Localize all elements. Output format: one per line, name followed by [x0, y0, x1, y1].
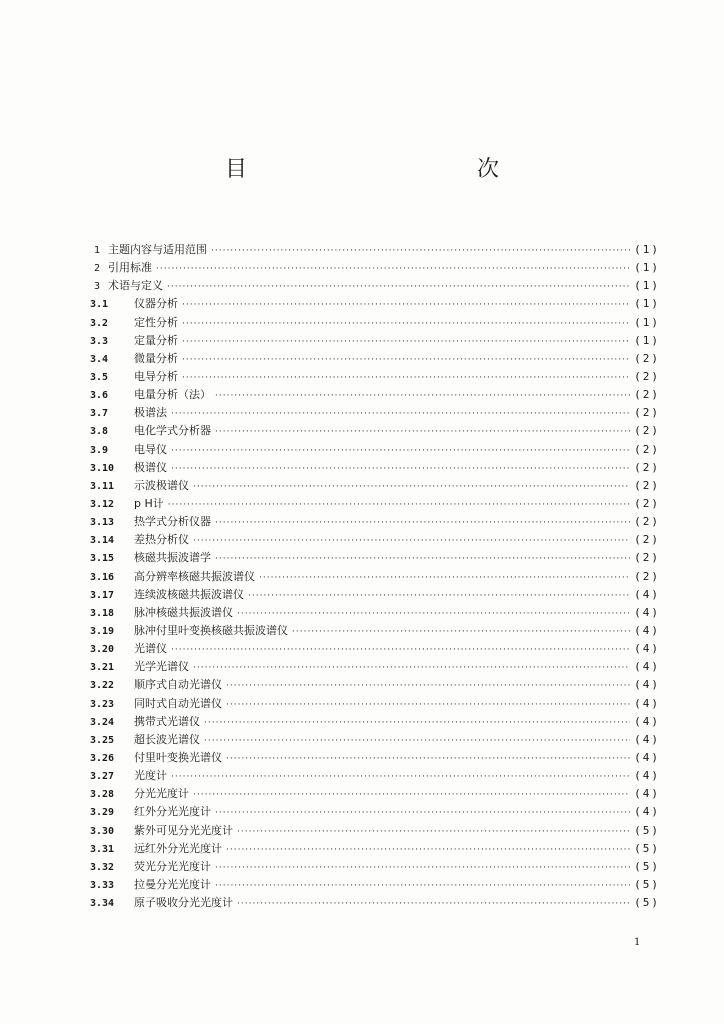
- toc-entry: [90, 658, 660, 676]
- toc-entry-page: (4): [634, 750, 660, 764]
- toc-entry-page: (2): [634, 369, 660, 383]
- toc-entry: [90, 295, 660, 313]
- toc-entry: [90, 695, 660, 713]
- toc-dot-leader: [156, 260, 630, 278]
- toc-entry-title: 热学式分析仪器: [134, 515, 211, 529]
- toc-entry-number: 3.31: [90, 843, 115, 855]
- toc-entry-number: 3.19: [90, 625, 115, 637]
- toc-entry-page: (1): [634, 261, 660, 275]
- toc-entry-number: 3.28: [90, 789, 115, 801]
- toc-dot-leader: [171, 405, 630, 423]
- toc-entry: [90, 386, 660, 404]
- toc-entry: [90, 785, 660, 803]
- toc-entry-number: 3.27: [90, 771, 115, 783]
- toc-entry: [90, 840, 660, 858]
- toc-entry-page: (1): [634, 297, 660, 311]
- toc-entry: [90, 241, 660, 259]
- toc-entry-page: (4): [634, 732, 660, 746]
- toc-dot-leader: [215, 550, 630, 568]
- toc-entry: [90, 513, 660, 531]
- toc-entry-number: 3.34: [90, 898, 115, 910]
- toc-entry-page: (4): [634, 605, 660, 619]
- toc-entry-title: 光谱仪: [134, 642, 167, 656]
- toc-entry-page: (2): [634, 442, 660, 456]
- toc-entry-number: 3.1: [90, 299, 109, 311]
- toc-entry-page: (4): [634, 623, 660, 637]
- toc-entry-page: (5): [634, 841, 660, 855]
- toc-entry-title: 极谱法: [134, 406, 167, 420]
- toc-dot-leader: [182, 369, 630, 387]
- toc-entry-number: 3.10: [90, 462, 115, 474]
- toc-entry-page: (5): [634, 859, 660, 873]
- toc-entry-title: 核磁共振波谱学: [134, 551, 211, 565]
- toc-entry-number: 3.33: [90, 879, 115, 891]
- toc-dot-leader: [168, 496, 630, 514]
- toc-entry-title: 付里叶变换光谱仪: [134, 750, 222, 764]
- toc-entry-title: 仪器分析: [134, 297, 178, 311]
- toc-dot-leader: [193, 659, 630, 677]
- toc-entry: [90, 495, 660, 513]
- toc-entry: [90, 477, 660, 495]
- toc-entry-number: 1: [94, 245, 101, 256]
- toc-dot-leader: [215, 387, 630, 405]
- toc-entry: [90, 350, 660, 368]
- toc-dot-leader: [237, 605, 630, 623]
- toc-dot-leader: [215, 514, 630, 532]
- toc-dot-leader: [171, 460, 630, 478]
- toc-entry-number: 3.22: [90, 680, 115, 692]
- toc-entry-number: 3.29: [90, 807, 115, 819]
- toc-entry: [90, 731, 660, 749]
- toc-entry: [90, 713, 660, 731]
- toc-entry-number: 3.4: [90, 353, 109, 365]
- toc-entry-number: 3.6: [90, 390, 109, 402]
- page-number: 1: [634, 937, 641, 948]
- toc-entry-page: (4): [634, 642, 660, 656]
- toc-dot-leader: [193, 532, 630, 550]
- toc-entry-page: (4): [634, 587, 660, 601]
- toc-dot-leader: [182, 296, 630, 314]
- toc-entry-number: 3.30: [90, 825, 115, 837]
- toc-dot-leader: [248, 587, 630, 605]
- toc-entry-number: 3: [94, 281, 101, 293]
- toc-entry: [90, 858, 660, 876]
- toc-entry-title: 示波极谱仪: [134, 478, 189, 492]
- toc-entry-title: 术语与定义: [108, 279, 163, 293]
- toc-entry-page: (2): [634, 351, 660, 365]
- toc-entry-page: (1): [634, 279, 660, 293]
- toc-entry-title: 引用标准: [108, 261, 152, 275]
- toc-entry-number: 3.15: [90, 553, 115, 565]
- toc-entry-number: 3.9: [90, 444, 109, 456]
- toc-entry-number: 3.14: [90, 535, 115, 547]
- page-title: 目 次: [224, 157, 561, 182]
- toc-entry-page: (5): [634, 896, 660, 910]
- toc-entry-number: 3.17: [90, 589, 115, 601]
- toc-dot-leader: [237, 823, 630, 841]
- toc-dot-leader: [167, 278, 630, 296]
- toc-entry-number: 3.23: [90, 698, 115, 710]
- toc-entry-title: 高分辨率核磁共振波谱仪: [134, 569, 255, 583]
- toc-entry: [90, 404, 660, 422]
- toc-entry-number: 3.20: [90, 644, 115, 656]
- toc-entry: [90, 332, 660, 350]
- toc-entry-title: 电化学式分析器: [134, 424, 211, 438]
- toc-entry-title: p H计: [134, 496, 164, 510]
- toc-entry: [90, 531, 660, 549]
- toc-entry-title: 电导分析: [134, 369, 178, 383]
- toc-entry-page: (5): [634, 823, 660, 837]
- table-of-contents: [90, 241, 660, 912]
- toc-entry-page: (4): [634, 696, 660, 710]
- toc-entry-number: 3.18: [90, 607, 115, 619]
- toc-entry-page: (4): [634, 678, 660, 692]
- toc-entry: [90, 568, 660, 586]
- toc-dot-leader: [171, 442, 630, 460]
- toc-entry-page: (5): [634, 877, 660, 891]
- toc-dot-leader: [215, 859, 630, 877]
- toc-entry: [90, 640, 660, 658]
- toc-entry: [90, 622, 660, 640]
- toc-entry-title: 连续波核磁共振波谱仪: [134, 587, 244, 601]
- toc-entry-title: 携带式光谱仪: [134, 714, 200, 728]
- toc-dot-leader: [226, 677, 630, 695]
- toc-entry-title: 脉冲核磁共振波谱仪: [134, 605, 233, 619]
- toc-entry-number: 3.13: [90, 517, 115, 529]
- toc-entry: [90, 604, 660, 622]
- toc-entry-page: (2): [634, 406, 660, 420]
- toc-entry-title: 荧光分光光度计: [134, 859, 211, 873]
- toc-entry-title: 极谱仪: [134, 460, 167, 474]
- toc-entry-page: (2): [634, 533, 660, 547]
- toc-entry-page: (2): [634, 515, 660, 529]
- toc-entry-page: (1): [634, 315, 660, 329]
- toc-entry-number: 3.21: [90, 662, 115, 674]
- toc-entry-number: 3.3: [90, 335, 109, 347]
- toc-entry-number: 3.26: [90, 752, 115, 764]
- toc-entry-title: 脉冲付里叶变换核磁共振波谱仪: [134, 623, 288, 637]
- toc-entry-number: 3.32: [90, 861, 115, 873]
- toc-entry-page: (1): [634, 243, 660, 256]
- toc-dot-leader: [226, 750, 630, 768]
- toc-dot-leader: [292, 623, 630, 641]
- toc-entry-number: 2: [94, 263, 101, 275]
- toc-entry-title: 微量分析: [134, 351, 178, 365]
- toc-dot-leader: [215, 804, 630, 822]
- toc-dot-leader: [171, 768, 630, 786]
- toc-dot-leader: [193, 478, 630, 496]
- toc-entry: [90, 277, 660, 295]
- toc-entry-title: 电量分析（法）: [134, 388, 211, 402]
- toc-dot-leader: [237, 895, 630, 913]
- toc-dot-leader: [259, 569, 630, 587]
- toc-entry-page: (4): [634, 787, 660, 801]
- toc-entry: [90, 259, 660, 277]
- toc-dot-leader: [182, 315, 630, 333]
- toc-entry-page: (2): [634, 551, 660, 565]
- toc-entry: [90, 876, 660, 894]
- toc-entry-title: 光学光谱仪: [134, 660, 189, 674]
- toc-entry-title: 红外分光光度计: [134, 805, 211, 819]
- toc-entry: [90, 549, 660, 567]
- toc-dot-leader: [226, 696, 630, 714]
- toc-entry: [90, 803, 660, 821]
- toc-entry-number: 3.24: [90, 716, 115, 728]
- toc-entry: [90, 767, 660, 785]
- toc-entry-page: (2): [634, 496, 660, 510]
- toc-entry-title: 拉曼分光光度计: [134, 877, 211, 891]
- toc-entry: [90, 749, 660, 767]
- toc-entry-title: 定性分析: [134, 315, 178, 329]
- toc-dot-leader: [215, 877, 630, 895]
- toc-entry-number: 3.11: [90, 480, 115, 492]
- toc-entry-number: 3.25: [90, 734, 115, 746]
- toc-entry-title: 定量分析: [134, 333, 178, 347]
- toc-dot-leader: [171, 641, 630, 659]
- toc-entry: [90, 441, 660, 459]
- toc-dot-leader: [215, 423, 630, 441]
- toc-entry-page: (2): [634, 388, 660, 402]
- toc-dot-leader: [226, 841, 630, 859]
- toc-entry-number: 3.5: [90, 371, 109, 383]
- toc-dot-leader: [182, 351, 630, 369]
- toc-dot-leader: [182, 333, 630, 351]
- toc-entry-number: 3.2: [90, 317, 109, 329]
- toc-entry-title: 同时式自动光谱仪: [134, 696, 222, 710]
- toc-dot-leader: [204, 732, 630, 750]
- toc-entry: [90, 314, 660, 332]
- toc-entry-title: 紫外可见分光光度计: [134, 823, 233, 837]
- toc-entry-page: (4): [634, 714, 660, 728]
- toc-entry: [90, 422, 660, 440]
- toc-entry-page: (4): [634, 660, 660, 674]
- toc-entry: [90, 894, 660, 912]
- toc-entry-number: 3.16: [90, 571, 115, 583]
- toc-entry-page: (2): [634, 569, 660, 583]
- toc-entry-page: (2): [634, 424, 660, 438]
- toc-entry: [90, 586, 660, 604]
- toc-entry: [90, 822, 660, 840]
- toc-entry-page: (1): [634, 333, 660, 347]
- toc-entry-title: 远红外分光光度计: [134, 841, 222, 855]
- toc-entry-title: 主题内容与适用范围: [108, 243, 207, 256]
- toc-entry-number: 3.12: [90, 498, 115, 510]
- toc-entry-number: 3.8: [90, 426, 109, 438]
- toc-entry-title: 电导仪: [134, 442, 167, 456]
- toc-entry-page: (4): [634, 805, 660, 819]
- toc-entry-page: (2): [634, 460, 660, 474]
- toc-dot-leader: [204, 714, 630, 732]
- toc-entry-title: 顺序式自动光谱仪: [134, 678, 222, 692]
- toc-dot-leader: [211, 242, 630, 260]
- toc-entry-page: (4): [634, 769, 660, 783]
- toc-entry: [90, 676, 660, 694]
- toc-entry-page: (2): [634, 478, 660, 492]
- toc-entry-title: 超长波光谱仪: [134, 732, 200, 746]
- toc-entry-title: 原子吸收分光光度计: [134, 896, 233, 910]
- toc-entry-title: 分光光度计: [134, 787, 189, 801]
- toc-entry: [90, 368, 660, 386]
- toc-entry: [90, 459, 660, 477]
- toc-dot-leader: [193, 786, 630, 804]
- toc-entry-number: 3.7: [90, 408, 109, 420]
- toc-entry-title: 光度计: [134, 769, 167, 783]
- toc-entry-title: 差热分析仪: [134, 533, 189, 547]
